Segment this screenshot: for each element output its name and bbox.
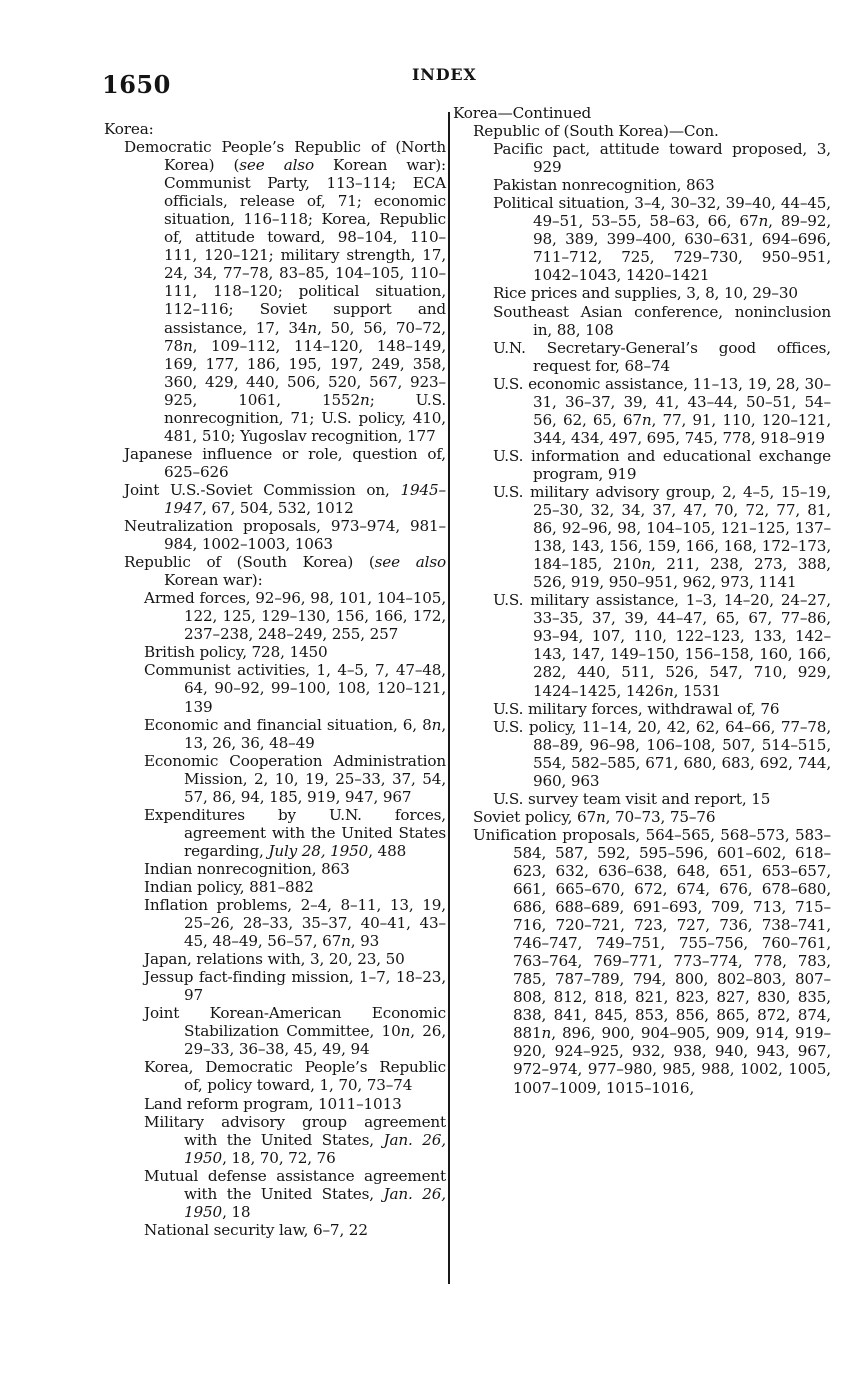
index-entry: Japan, relations with, 3, 20, 23, 50 bbox=[144, 950, 405, 969]
index-entry: British policy, 728, 1450 bbox=[144, 643, 328, 662]
index-entry: Joint Korean-American Economic Stabilization Committee, 10n, 26, 29–33, 36–38, 45, 49, 94 bbox=[144, 1004, 447, 1059]
page-number: 1650 bbox=[102, 70, 171, 99]
index-entry: Democratic People’s Republic of (North Korea) (see also Korean war): Communist Party, 113–114; ECA officials, release of, 71; economic situation, 116–118; Korea, Republic of, attitude toward, 98–104, 110–111, 120–121; military strength, 17, 24, 34, 77–78, 83–85, 104–105, 110–111, 118–120; political situation, 112–116; Soviet support and assistance, 17, 34n, 50, 56, 70–72, 78n, 109–112, 114–120, 148–149, 169, 177, 186, 195, 197, 249, 358, 360, 429, 440, 506, 520, 567, 923–925, 1061, 1552n; U.S. nonrecognition, 71; U.S. policy, 410, 481, 510; Yugoslav recognition, 177 bbox=[124, 138, 447, 445]
index-entry: U.N. Secretary-General’s good offices, request for, 68–74 bbox=[493, 338, 831, 375]
index-column-left bbox=[104, 120, 446, 1239]
index-entry: Indian nonrecognition, 863 bbox=[144, 859, 350, 878]
index-entry: Jessup fact-finding mission, 1–7, 18–23, 97 bbox=[144, 968, 446, 1005]
index-entry: U.S. economic assistance, 11–13, 19, 28, 30–31, 36–37, 39, 41, 43–44, 50–51, 54–56, 62, 65, 67n, 77, 91, 110, 120–121, 344, 434, 497, 695, 745, 778, 918–919 bbox=[493, 374, 831, 447]
index-entry: Republic of (South Korea) (see also Korean war): bbox=[124, 553, 446, 590]
index-entry: Land reform program, 1011–1013 bbox=[144, 1094, 402, 1113]
index-entry: Neutralization proposals, 973–974, 981–984, 1002–1003, 1063 bbox=[124, 517, 446, 554]
index-entry: Unification proposals, 564–565, 568–573, 583–584, 587, 592, 595–596, 601–602, 618–623, 632, 636–638, 648, 651, 653–657, 661, 665–670, 672, 674, 676, 678–680, 686, 688–689, 691–693, 709, 713, 715–716, 720–721, 723, 727, 736, 738–741, 746–747, 749–751, 755–756, 760–761, 763–764, 769–771, 773–774, 778, 783, 785, 787–789, 794, 800, 802–803, 807–808, 812, 818, 821, 823, 827, 830, 835, 838, 841, 845, 853, 856, 865, 872, 874, 881n, 896, 900, 904–905, 909, 914, 919–920, 924–925, 932, 938, 940, 943, 967, 972–974, 977–980, 985, 988, 1002, 1005, 1007–1009, 1015–1016, bbox=[473, 825, 831, 1097]
index-entry: Korea—Continued bbox=[453, 104, 592, 122]
index-entry: Southeast Asian conference, noninclusion in, 88, 108 bbox=[493, 302, 831, 339]
index-entry: Inflation problems, 2–4, 8–11, 13, 19, 25–26, 28–33, 35–37, 40–41, 43–45, 48–49, 56–57, 67n, 93 bbox=[144, 896, 446, 951]
index-entry: Political situation, 3–4, 30–32, 39–40, 44–45, 49–51, 53–55, 58–63, 66, 67n, 89–92, 98, 389, 399–400, 630–631, 694–696, 711–712, 725, 729–730, 950–951, 1042–1043, 1420–1421 bbox=[493, 194, 831, 285]
index-entry: Rice prices and supplies, 3, 8, 10, 29–30 bbox=[493, 284, 798, 303]
column-divider bbox=[448, 112, 450, 1284]
index-entry: U.S. military advisory group, 2, 4–5, 15–19, 25–30, 32, 34, 37, 47, 70, 72, 77, 81, 86, 92–96, 98, 104–105, 121–125, 137–138, 143, 156, 159, 166, 168, 172–173, 184–185, 210n, 211, 238, 273, 388, 526, 919, 950–951, 962, 973, 1141 bbox=[493, 482, 831, 592]
running-head: INDEX bbox=[412, 65, 477, 84]
index-entry: U.S. military forces, withdrawal of, 76 bbox=[493, 699, 780, 718]
index-entry: U.S. military assistance, 1–3, 14–20, 24–27, 33–35, 37, 39, 44–47, 65, 67, 77–86, 93–94, 107, 110, 122–123, 133, 142–143, 147, 149–150, 156–158, 160, 166, 282, 440, 511, 526, 547, 710, 929, 1424–1425, 1426n, 1531 bbox=[493, 591, 831, 700]
index-entry: Joint U.S.-Soviet Commission on, 1945–1947, 67, 504, 532, 1012 bbox=[124, 480, 446, 517]
index-entry: Communist activities, 1, 4–5, 7, 47–48, 64, 90–92, 99–100, 108, 120–121, 139 bbox=[144, 661, 446, 716]
index-entry: Republic of (South Korea)—Con. bbox=[473, 122, 719, 141]
index-entry: Korea, Democratic People’s Republic of, policy toward, 1, 70, 73–74 bbox=[144, 1058, 446, 1095]
index-entry: Soviet policy, 67n, 70–73, 75–76 bbox=[473, 807, 716, 826]
index-entry: Economic and financial situation, 6, 8n, 13, 26, 36, 48–49 bbox=[144, 715, 446, 752]
index-column-right bbox=[453, 104, 831, 1097]
index-entry: U.S. information and educational exchange program, 919 bbox=[493, 446, 831, 483]
index-entry: Mutual defense assistance agreement with the United States, Jan. 26, 1950, 18 bbox=[144, 1166, 446, 1221]
index-entry: Pakistan nonrecognition, 863 bbox=[493, 176, 715, 195]
index-entry: Expenditures by U.N. forces, agreement with the United States regarding, July 28, 1950, 488 bbox=[144, 805, 446, 860]
index-entry: Indian policy, 881–882 bbox=[144, 877, 314, 896]
index-entry: Japanese influence or role, question of, 625–626 bbox=[124, 444, 446, 481]
index-entry: Economic Cooperation Administration Mission, 2, 10, 19, 25–33, 37, 54, 57, 86, 94, 185, 919, 947, 967 bbox=[144, 751, 446, 806]
index-entry: Military advisory group agreement with the United States, Jan. 26, 1950, 18, 70, 72, 76 bbox=[144, 1112, 446, 1167]
index-entry: U.S. survey team visit and report, 15 bbox=[493, 789, 771, 808]
index-entry: Korea: bbox=[104, 120, 154, 138]
index-entry: U.S. policy, 11–14, 20, 42, 62, 64–66, 77–78, 88–89, 96–98, 106–108, 507, 514–515, 554, 582–585, 671, 680, 683, 692, 744, 960, 963 bbox=[493, 717, 831, 790]
index-entry: National security law, 6–7, 22 bbox=[144, 1220, 368, 1239]
index-entry: Armed forces, 92–96, 98, 101, 104–105, 122, 125, 129–130, 156, 166, 172, 237–238, 248–249, 255, 257 bbox=[144, 589, 446, 644]
index-entry: Pacific pact, attitude toward proposed, 3, 929 bbox=[493, 140, 831, 177]
